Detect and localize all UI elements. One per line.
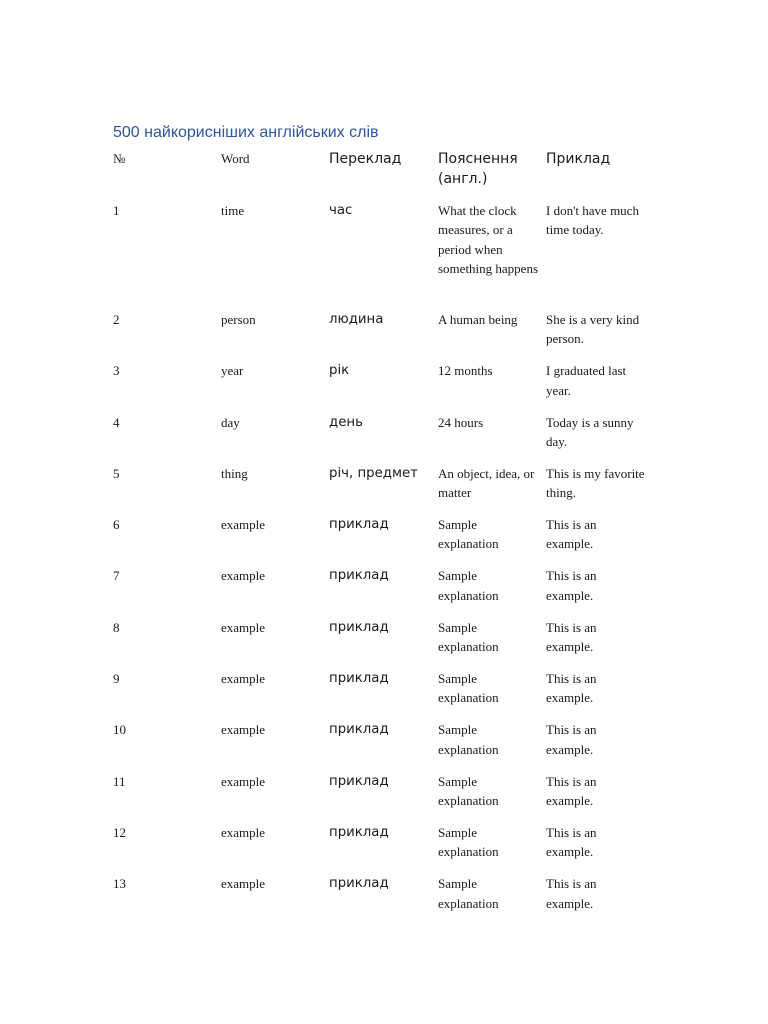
table-row [113, 412, 653, 463]
header-word-label: Word [221, 151, 250, 166]
cell-explanation-text: Sample explanation [438, 876, 499, 911]
header-example [546, 148, 653, 200]
cell-number-text: 7 [113, 568, 120, 584]
cell-example [546, 565, 653, 616]
cell-translation-text: приклад [329, 722, 389, 738]
cell-number-text: 5 [113, 465, 120, 481]
cell-word [221, 309, 329, 360]
cell-explanation [438, 771, 546, 822]
cell-translation [329, 719, 438, 770]
table-row [113, 463, 653, 514]
cell-word [221, 360, 329, 411]
cell-translation [329, 617, 438, 668]
cell-example-text: I graduated last year. [546, 363, 627, 398]
cell-explanation [438, 873, 546, 924]
cell-word [221, 617, 329, 668]
cell-translation [329, 565, 438, 616]
table-row [113, 200, 653, 309]
cell-explanation-text: Sample explanation [438, 671, 499, 706]
cell-number-text: 12 [113, 824, 126, 840]
cell-example [546, 360, 653, 411]
cell-example [546, 514, 653, 565]
cell-translation [329, 309, 438, 360]
cell-word [221, 719, 329, 770]
cell-word-text: day [221, 414, 240, 430]
cell-example-text: This is an example. [546, 876, 597, 911]
cell-word [221, 822, 329, 873]
cell-word-text: year [221, 363, 244, 379]
cell-number-text: 10 [113, 722, 126, 738]
cell-example [546, 412, 653, 463]
cell-number-text: 3 [113, 363, 120, 379]
cell-word [221, 200, 329, 309]
table-row [113, 771, 653, 822]
cell-number [113, 360, 221, 411]
table-row [113, 719, 653, 770]
cell-translation-text: приклад [329, 517, 389, 533]
cell-translation-text: рік [329, 363, 350, 379]
cell-example [546, 822, 653, 873]
cell-example [546, 668, 653, 719]
cell-explanation [438, 617, 546, 668]
cell-explanation-text: A human being [438, 312, 518, 327]
cell-word [221, 463, 329, 514]
cell-example [546, 617, 653, 668]
cell-explanation [438, 463, 546, 514]
cell-number [113, 309, 221, 360]
cell-number-text: 9 [113, 671, 120, 687]
cell-number [113, 822, 221, 873]
cell-translation [329, 200, 438, 309]
header-number-label: № [113, 151, 126, 166]
cell-explanation [438, 309, 546, 360]
cell-explanation-text: What the clock measures, or a period when something happens [438, 203, 539, 276]
cell-word-text: time [221, 203, 245, 218]
cell-number-text: 6 [113, 517, 120, 533]
cell-word [221, 771, 329, 822]
table-row [113, 360, 653, 411]
cell-word-text: example [221, 517, 266, 533]
table-body [113, 200, 653, 925]
cell-translation-text: приклад [329, 773, 389, 789]
cell-number-text: 2 [113, 312, 120, 327]
cell-word-text: person [221, 312, 256, 327]
cell-number-text: 13 [113, 876, 126, 892]
table-row [113, 668, 653, 719]
cell-example-text: This is an example. [546, 619, 597, 655]
cell-word [221, 668, 329, 719]
table-row [113, 617, 653, 668]
cell-explanation [438, 514, 546, 565]
cell-number [113, 668, 221, 719]
cell-explanation [438, 668, 546, 719]
header-word [221, 148, 329, 200]
cell-number [113, 565, 221, 616]
cell-translation-text: день [329, 414, 363, 430]
cell-number [113, 719, 221, 770]
cell-translation [329, 771, 438, 822]
cell-number [113, 617, 221, 668]
cell-example-text: She is a very kind person. [546, 312, 640, 347]
cell-example-text: Today is a sunny day. [546, 414, 634, 449]
cell-example [546, 309, 653, 360]
header-explanation [438, 148, 546, 200]
cell-translation [329, 873, 438, 924]
cell-translation [329, 412, 438, 463]
cell-explanation [438, 565, 546, 616]
table-header-row [113, 148, 653, 200]
header-example-label: Приклад [546, 151, 611, 167]
vocabulary-table [113, 148, 653, 925]
cell-translation-text: приклад [329, 671, 389, 687]
cell-explanation [438, 822, 546, 873]
cell-explanation [438, 719, 546, 770]
cell-word-text: example [221, 619, 266, 635]
cell-number [113, 200, 221, 309]
cell-translation-text: річ, предмет [329, 465, 418, 481]
cell-explanation-text: 12 months [438, 363, 493, 379]
cell-translation-text: час [329, 203, 353, 218]
cell-number [113, 873, 221, 924]
cell-translation-text: приклад [329, 568, 389, 584]
cell-number [113, 463, 221, 514]
table-row [113, 309, 653, 360]
cell-example-text: This is an example. [546, 773, 597, 808]
cell-translation [329, 514, 438, 565]
cell-word-text: example [221, 876, 266, 892]
cell-translation [329, 668, 438, 719]
cell-word-text: example [221, 568, 266, 584]
cell-translation [329, 360, 438, 411]
cell-example [546, 463, 653, 514]
cell-example-text: This is my favorite thing. [546, 465, 645, 501]
cell-example [546, 873, 653, 924]
cell-translation-text: людина [329, 312, 384, 327]
cell-explanation [438, 412, 546, 463]
cell-example [546, 719, 653, 770]
cell-word [221, 514, 329, 565]
cell-explanation [438, 200, 546, 309]
cell-example-text: This is an example. [546, 517, 597, 552]
cell-explanation [438, 360, 546, 411]
cell-translation-text: приклад [329, 876, 389, 892]
cell-translation-text: приклад [329, 824, 389, 840]
cell-example-text: This is an example. [546, 568, 597, 603]
table-row [113, 873, 653, 924]
cell-example [546, 200, 653, 309]
cell-translation [329, 463, 438, 514]
cell-number-text: 1 [113, 203, 120, 218]
table-row [113, 565, 653, 616]
header-number [113, 148, 221, 200]
cell-explanation-text: An object, idea, or matter [438, 465, 535, 501]
header-translation [329, 148, 438, 200]
cell-number-text: 4 [113, 414, 120, 430]
document-title: 500 найкорисніших англійських слів [113, 124, 379, 141]
cell-explanation-text: Sample explanation [438, 722, 499, 757]
cell-word [221, 412, 329, 463]
cell-word-text: example [221, 671, 266, 687]
cell-word-text: example [221, 722, 266, 738]
cell-explanation-text: Sample explanation [438, 824, 499, 860]
cell-explanation-text: Sample explanation [438, 773, 499, 808]
cell-example-text: I don't have much time today. [546, 203, 639, 238]
cell-number-text: 11 [113, 773, 126, 789]
header-explanation-label: Пояснення (англ.) [438, 151, 518, 187]
cell-number [113, 771, 221, 822]
cell-number-text: 8 [113, 619, 120, 635]
cell-word [221, 873, 329, 924]
cell-example-text: This is an example. [546, 722, 597, 757]
cell-word-text: example [221, 773, 266, 789]
cell-translation [329, 822, 438, 873]
cell-explanation-text: Sample explanation [438, 517, 499, 552]
cell-word-text: example [221, 824, 266, 840]
cell-word [221, 565, 329, 616]
table-row [113, 822, 653, 873]
cell-translation-text: приклад [329, 619, 389, 635]
cell-example-text: This is an example. [546, 671, 597, 706]
cell-word-text: thing [221, 465, 248, 481]
table-row [113, 514, 653, 565]
cell-explanation-text: Sample explanation [438, 568, 499, 603]
cell-example-text: This is an example. [546, 824, 597, 860]
cell-example [546, 771, 653, 822]
cell-explanation-text: 24 hours [438, 414, 484, 430]
cell-number [113, 412, 221, 463]
cell-number [113, 514, 221, 565]
cell-explanation-text: Sample explanation [438, 619, 499, 655]
header-translation-label: Переклад [329, 151, 402, 167]
